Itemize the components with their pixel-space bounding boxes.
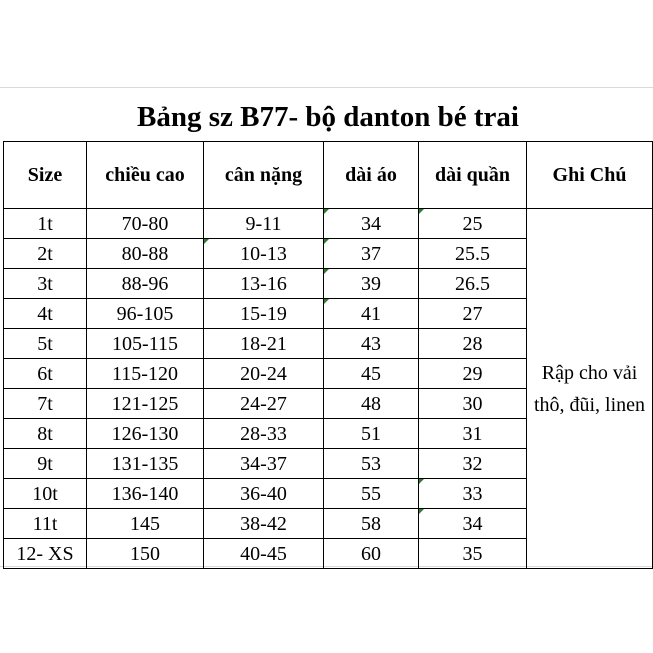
pants-length-cell: 30 (419, 389, 527, 419)
weight-cell: 38-42 (204, 509, 324, 539)
pants-length-cell: 26.5 (419, 269, 527, 299)
cell-flag-marker (324, 239, 329, 244)
cell-flag-marker (419, 479, 424, 484)
size-cell: 7t (4, 389, 87, 419)
header-size: Size (4, 142, 87, 209)
header-height: chiều cao (87, 142, 204, 209)
pants-length-cell: 32 (419, 449, 527, 479)
size-chart-sheet (0, 87, 653, 567)
cell-flag-marker (324, 209, 329, 214)
height-cell: 136-140 (87, 479, 204, 509)
shirt-length-cell: 55 (324, 479, 419, 509)
size-cell: 10t (4, 479, 87, 509)
note-cell: Rập cho vải thô, đũi, linen (527, 209, 653, 569)
pants-length-cell: 33 (419, 479, 527, 509)
shirt-length-cell: 51 (324, 419, 419, 449)
shirt-length-cell: 53 (324, 449, 419, 479)
pants-length-cell: 35 (419, 539, 527, 569)
shirt-length-cell: 60 (324, 539, 419, 569)
pants-length-cell: 28 (419, 329, 527, 359)
shirt-length-cell: 37 (324, 239, 419, 269)
shirt-length-cell: 41 (324, 299, 419, 329)
weight-cell: 15-19 (204, 299, 324, 329)
weight-cell: 18-21 (204, 329, 324, 359)
size-cell: 1t (4, 209, 87, 239)
height-cell: 145 (87, 509, 204, 539)
size-cell: 9t (4, 449, 87, 479)
height-cell: 121-125 (87, 389, 204, 419)
weight-cell: 9-11 (204, 209, 324, 239)
size-cell: 4t (4, 299, 87, 329)
weight-cell: 36-40 (204, 479, 324, 509)
table-title: Bảng sz B77- bộ danton bé trai (4, 88, 653, 142)
shirt-length-cell: 34 (324, 209, 419, 239)
shirt-length-cell: 43 (324, 329, 419, 359)
height-cell: 80-88 (87, 239, 204, 269)
cell-flag-marker (324, 299, 329, 304)
pants-length-cell: 27 (419, 299, 527, 329)
table-body (4, 209, 653, 569)
shirt-length-cell: 48 (324, 389, 419, 419)
shirt-length-cell: 39 (324, 269, 419, 299)
table-row (4, 209, 653, 239)
cell-flag-marker (419, 209, 424, 214)
weight-cell: 24-27 (204, 389, 324, 419)
size-chart-table (3, 88, 653, 569)
title-row (4, 88, 653, 142)
height-cell: 70-80 (87, 209, 204, 239)
cell-flag-marker (204, 239, 209, 244)
pants-length-cell: 25 (419, 209, 527, 239)
weight-cell: 40-45 (204, 539, 324, 569)
size-cell: 11t (4, 509, 87, 539)
header-pants-length: dài quần (419, 142, 527, 209)
height-cell: 96-105 (87, 299, 204, 329)
pants-length-cell: 25.5 (419, 239, 527, 269)
cell-flag-marker (419, 509, 424, 514)
size-cell: 5t (4, 329, 87, 359)
height-cell: 131-135 (87, 449, 204, 479)
weight-cell: 13-16 (204, 269, 324, 299)
header-weight: cân nặng (204, 142, 324, 209)
cell-flag-marker (324, 269, 329, 274)
size-cell: 6t (4, 359, 87, 389)
size-cell: 12- XS (4, 539, 87, 569)
header-row (4, 142, 653, 209)
height-cell: 126-130 (87, 419, 204, 449)
size-cell: 2t (4, 239, 87, 269)
header-note: Ghi Chú (527, 142, 653, 209)
weight-cell: 34-37 (204, 449, 324, 479)
size-cell: 3t (4, 269, 87, 299)
pants-length-cell: 34 (419, 509, 527, 539)
pants-length-cell: 29 (419, 359, 527, 389)
size-cell: 8t (4, 419, 87, 449)
shirt-length-cell: 58 (324, 509, 419, 539)
height-cell: 150 (87, 539, 204, 569)
height-cell: 115-120 (87, 359, 204, 389)
weight-cell: 20-24 (204, 359, 324, 389)
pants-length-cell: 31 (419, 419, 527, 449)
weight-cell: 10-13 (204, 239, 324, 269)
height-cell: 105-115 (87, 329, 204, 359)
shirt-length-cell: 45 (324, 359, 419, 389)
height-cell: 88-96 (87, 269, 204, 299)
weight-cell: 28-33 (204, 419, 324, 449)
header-shirt-length: dài áo (324, 142, 419, 209)
